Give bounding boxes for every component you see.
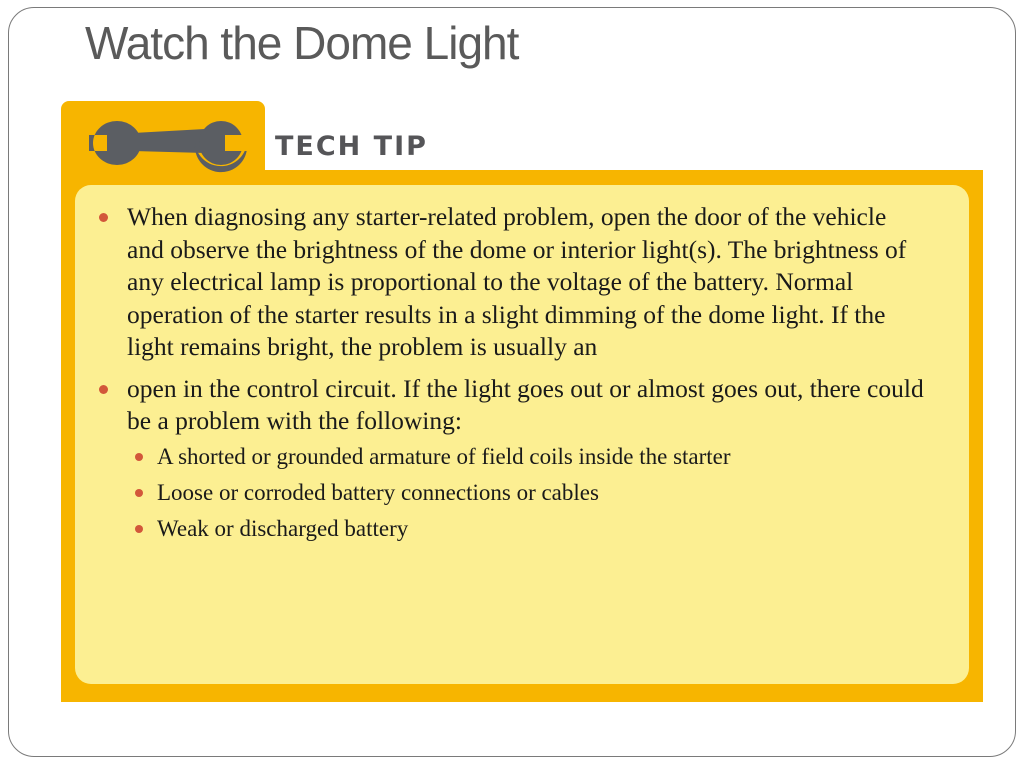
bullet-list bbox=[127, 201, 929, 542]
sub-list-item bbox=[157, 516, 929, 542]
sub-bullet-list bbox=[127, 444, 929, 542]
list-item bbox=[127, 201, 929, 364]
sub-bullet-text: Loose or corroded battery connections or cables bbox=[157, 479, 599, 505]
tech-tip-label: TECH TIP bbox=[275, 131, 428, 162]
bullet-dot-icon bbox=[135, 453, 143, 461]
list-item bbox=[127, 373, 929, 542]
bullet-dot-icon bbox=[135, 489, 143, 497]
slide bbox=[8, 7, 1016, 757]
tech-tip-content bbox=[75, 185, 969, 684]
bullet-text: When diagnosing any starter-related problem, open the door of the vehicle and observe the brightness of the dome or interior light(s). The brightness of any electrical lamp is proportional to the voltage of the battery. Normal operation of the starter results in a slight dimming of the dome light. If the light remains bright, the problem is usually an bbox=[127, 202, 907, 361]
sub-bullet-text: Weak or discharged battery bbox=[157, 515, 409, 541]
wrench-icon bbox=[83, 113, 251, 173]
slide-title: Watch the Dome Light bbox=[85, 17, 519, 69]
tech-tip-card bbox=[61, 101, 983, 702]
sub-bullet-text: A shorted or grounded armature of field coils inside the starter bbox=[157, 443, 731, 469]
bullet-dot-icon bbox=[135, 525, 143, 533]
sub-list-item bbox=[157, 480, 929, 506]
sub-list-item bbox=[157, 444, 929, 470]
bullet-dot-icon bbox=[99, 385, 108, 394]
bullet-dot-icon bbox=[99, 213, 108, 222]
bullet-text: open in the control circuit. If the light goes out or almost goes out, there could be a problem with the following: bbox=[127, 373, 924, 435]
